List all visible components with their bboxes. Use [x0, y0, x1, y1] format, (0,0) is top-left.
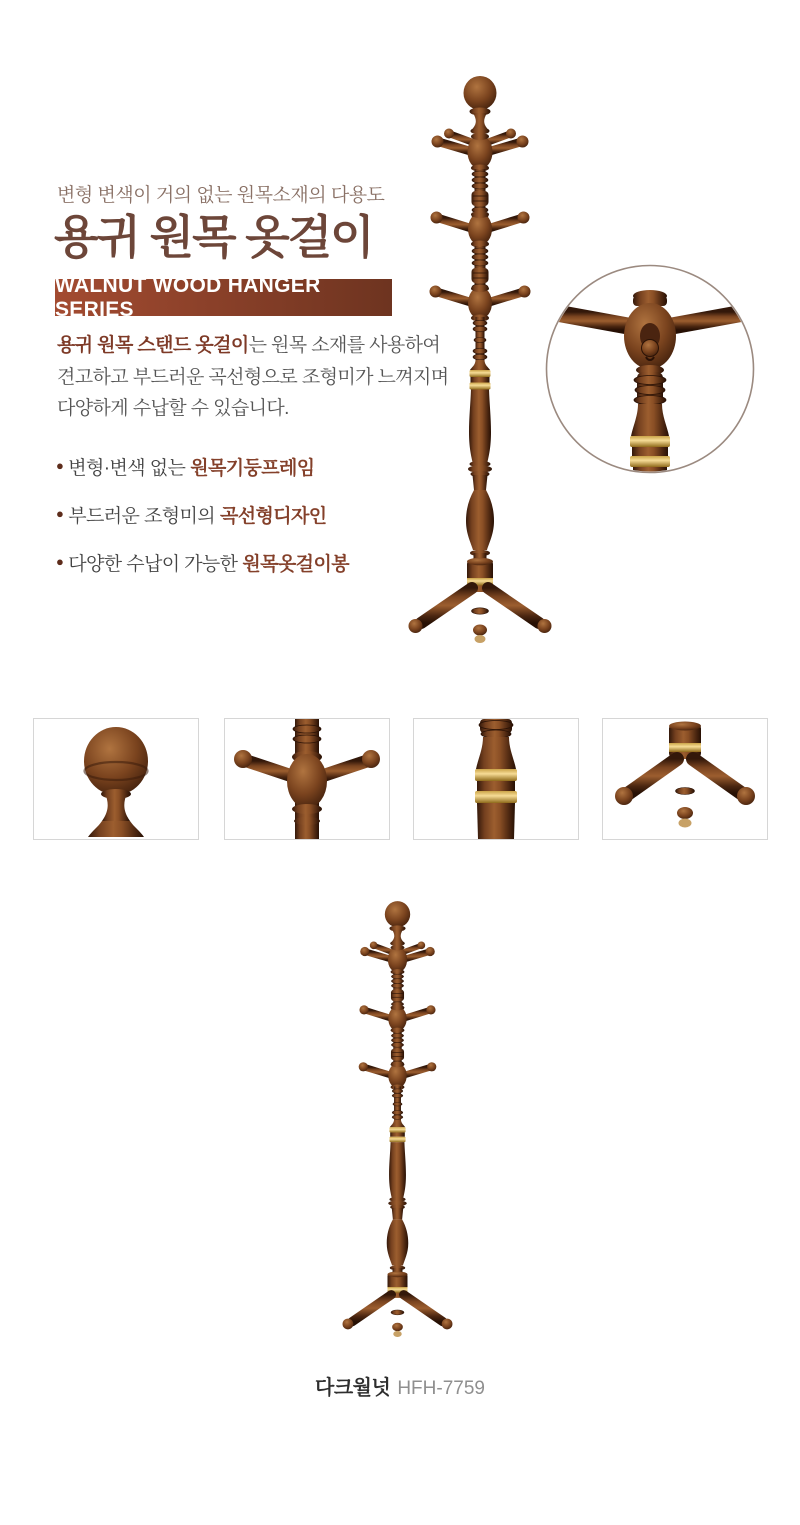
- series-banner: [55, 273, 392, 321]
- page-title: 용귀 원목 옷걸이: [54, 211, 373, 263]
- product-description: [57, 330, 449, 425]
- thumbnail-hook-arms: [224, 718, 390, 840]
- feature-highlight: 곡선형디자인: [219, 505, 327, 527]
- feature-item: [56, 503, 349, 525]
- feature-text: 다양한 수납이 가능한: [68, 553, 238, 575]
- product-photo-colorway-coat-rack: [336, 898, 459, 1344]
- description-lead: 용귀 원목 스탠드 옷걸이: [57, 335, 249, 356]
- detail-closeup-circle: [545, 264, 755, 474]
- feature-list: [56, 455, 349, 599]
- feature-text: 부드러운 조형미의: [68, 505, 215, 527]
- feature-highlight: 원목옷걸이봉: [242, 553, 349, 575]
- description-line1: 는 원목 소재를 사용하여: [248, 335, 441, 356]
- thumbnail-tripod-base: [602, 718, 768, 840]
- thumbnail-ball-finial: [33, 718, 199, 840]
- model-number: HFH-7759: [397, 1378, 485, 1399]
- bullet-icon: ●: [56, 554, 64, 569]
- feature-item: [56, 551, 349, 573]
- ball-finial-closeup: [34, 719, 198, 839]
- colorway-name: 다크월넛: [315, 1377, 391, 1399]
- bullet-icon: ●: [56, 506, 64, 521]
- tripod-base-closeup: [603, 719, 767, 839]
- feature-item: [56, 455, 349, 477]
- bullet-icon: ●: [56, 458, 64, 473]
- description-line3: 다양하게 수납할 수 있습니다.: [57, 398, 289, 419]
- feature-highlight: 원목기둥프레임: [190, 457, 315, 479]
- description-line2: 견고하고 부드러운 곡선형으로 조형미가 느껴지며: [57, 366, 449, 388]
- tagline: 변형 변색이 거의 없는 원목소재의 다용도: [57, 185, 385, 206]
- series-banner-label: WALNUT WOOD HANGER SERIES: [55, 273, 321, 321]
- thumbnail-brass-rings: [413, 718, 579, 840]
- brass-rings-closeup: [414, 719, 578, 839]
- feature-text: 변형·변색 없는: [68, 457, 186, 479]
- hook-arms-closeup: [225, 719, 389, 839]
- colorway-caption: [0, 1371, 800, 1400]
- product-photo-hero-coat-rack: [400, 72, 560, 652]
